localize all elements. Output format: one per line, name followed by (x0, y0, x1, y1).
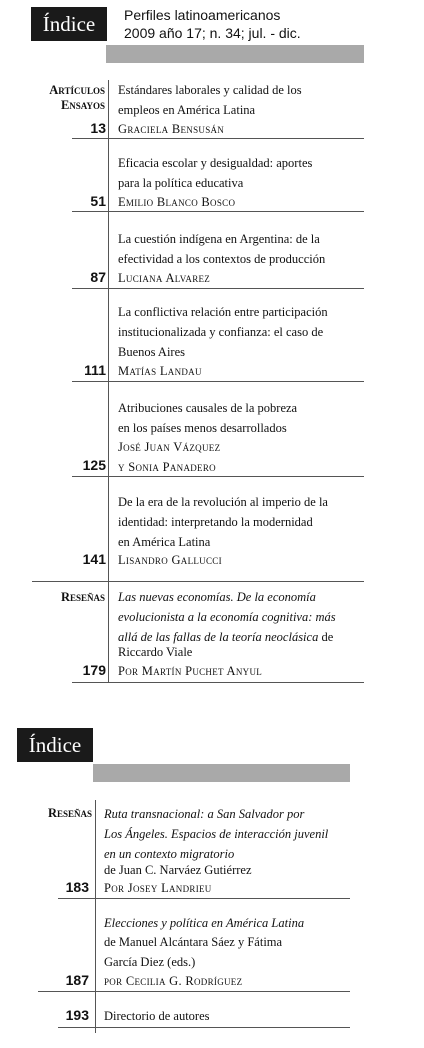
article-author: Emilio Blanco Bosco (118, 195, 236, 209)
entry-rule (72, 682, 364, 683)
article-title: Estándares laborales y calidad de los empleos en América Latina (118, 83, 302, 117)
review-title: Las nuevas economías. De la economía evolucionista a la economía cognitiva: más allá de las fallas de la teoría neoclásica de (118, 590, 336, 644)
article-author: Lisandro Gallucci (118, 553, 222, 567)
section-label-reviews: Reseñas (47, 806, 92, 820)
article-author: Graciela Bensusán (118, 122, 225, 136)
page-number: 179 (82, 662, 106, 678)
entry-rule (72, 211, 364, 212)
article-title: De la era de la revolución al imperio de la identidad: interpretando la modernidad en América Latina (118, 495, 328, 549)
directory-link: Directorio de autores (104, 1009, 210, 1023)
index-header-box: Índice (17, 728, 93, 762)
entry-rule (72, 381, 364, 382)
journal-name: Perfiles latinoamericanos (124, 7, 281, 23)
review-author: Por Josey Landrieu (104, 881, 212, 895)
article-title: La conflictiva relación entre participación institucionalizada y confianza: el caso de Buenos Aires (118, 305, 328, 359)
article-author: Matías Landau (118, 364, 202, 378)
review-title: Elecciones y política en América Latina (104, 916, 305, 930)
section-label-essays: Ensayos (60, 98, 105, 112)
article-author: Luciana Alvarez (118, 271, 211, 285)
header-gray-bar (106, 45, 364, 63)
section-rule (32, 581, 364, 582)
page-number: 111 (84, 362, 106, 378)
article-title: Atribuciones causales de la pobreza en los países menos desarrollados (118, 401, 298, 435)
review-book-author: de Juan C. Narváez Gutiérrez (104, 863, 252, 877)
article-title: Eficacia escolar y desigualdad: aportes para la política educativa (118, 156, 313, 190)
page-number: 141 (82, 551, 106, 567)
entry-rule (72, 138, 364, 139)
page-number: 125 (82, 457, 106, 473)
entry-rule (58, 898, 350, 899)
review-book-author: Riccardo Viale (118, 645, 193, 659)
index-header-box: Índice (31, 7, 107, 41)
review-book-author: de Manuel Alcántara Sáez y Fátima García Diez (eds.) (104, 935, 283, 969)
page-number: 187 (65, 972, 89, 988)
review-title: Ruta transnacional: a San Salvador por Los Ángeles. Espacios de interacción juvenil en un contexto migratorio (104, 807, 329, 861)
entry-rule (72, 476, 364, 477)
page-number: 193 (65, 1007, 89, 1023)
page-number: 183 (65, 879, 89, 895)
article-title: La cuestión indígena en Argentina: de la efectividad a los contextos de producción (118, 232, 326, 266)
review-author: Por Martín Puchet Anyul (118, 664, 263, 678)
entry-rule (72, 288, 364, 289)
review-author: por Cecilia G. Rodríguez (104, 974, 243, 988)
header-gray-bar (93, 764, 350, 782)
issue-line: 2009 año 17; n. 34; jul. - dic. (124, 25, 301, 41)
page-number: 13 (90, 120, 106, 136)
section-label-articles: Artículos (49, 83, 105, 97)
page-number: 51 (90, 193, 106, 209)
column-divider (95, 800, 96, 1033)
page-number: 87 (90, 269, 106, 285)
entry-rule (38, 991, 350, 992)
entry-rule (58, 1027, 350, 1028)
section-label-reviews: Reseñas (60, 590, 105, 604)
article-author: José Juan Vázquez y Sonia Panadero (118, 440, 221, 474)
